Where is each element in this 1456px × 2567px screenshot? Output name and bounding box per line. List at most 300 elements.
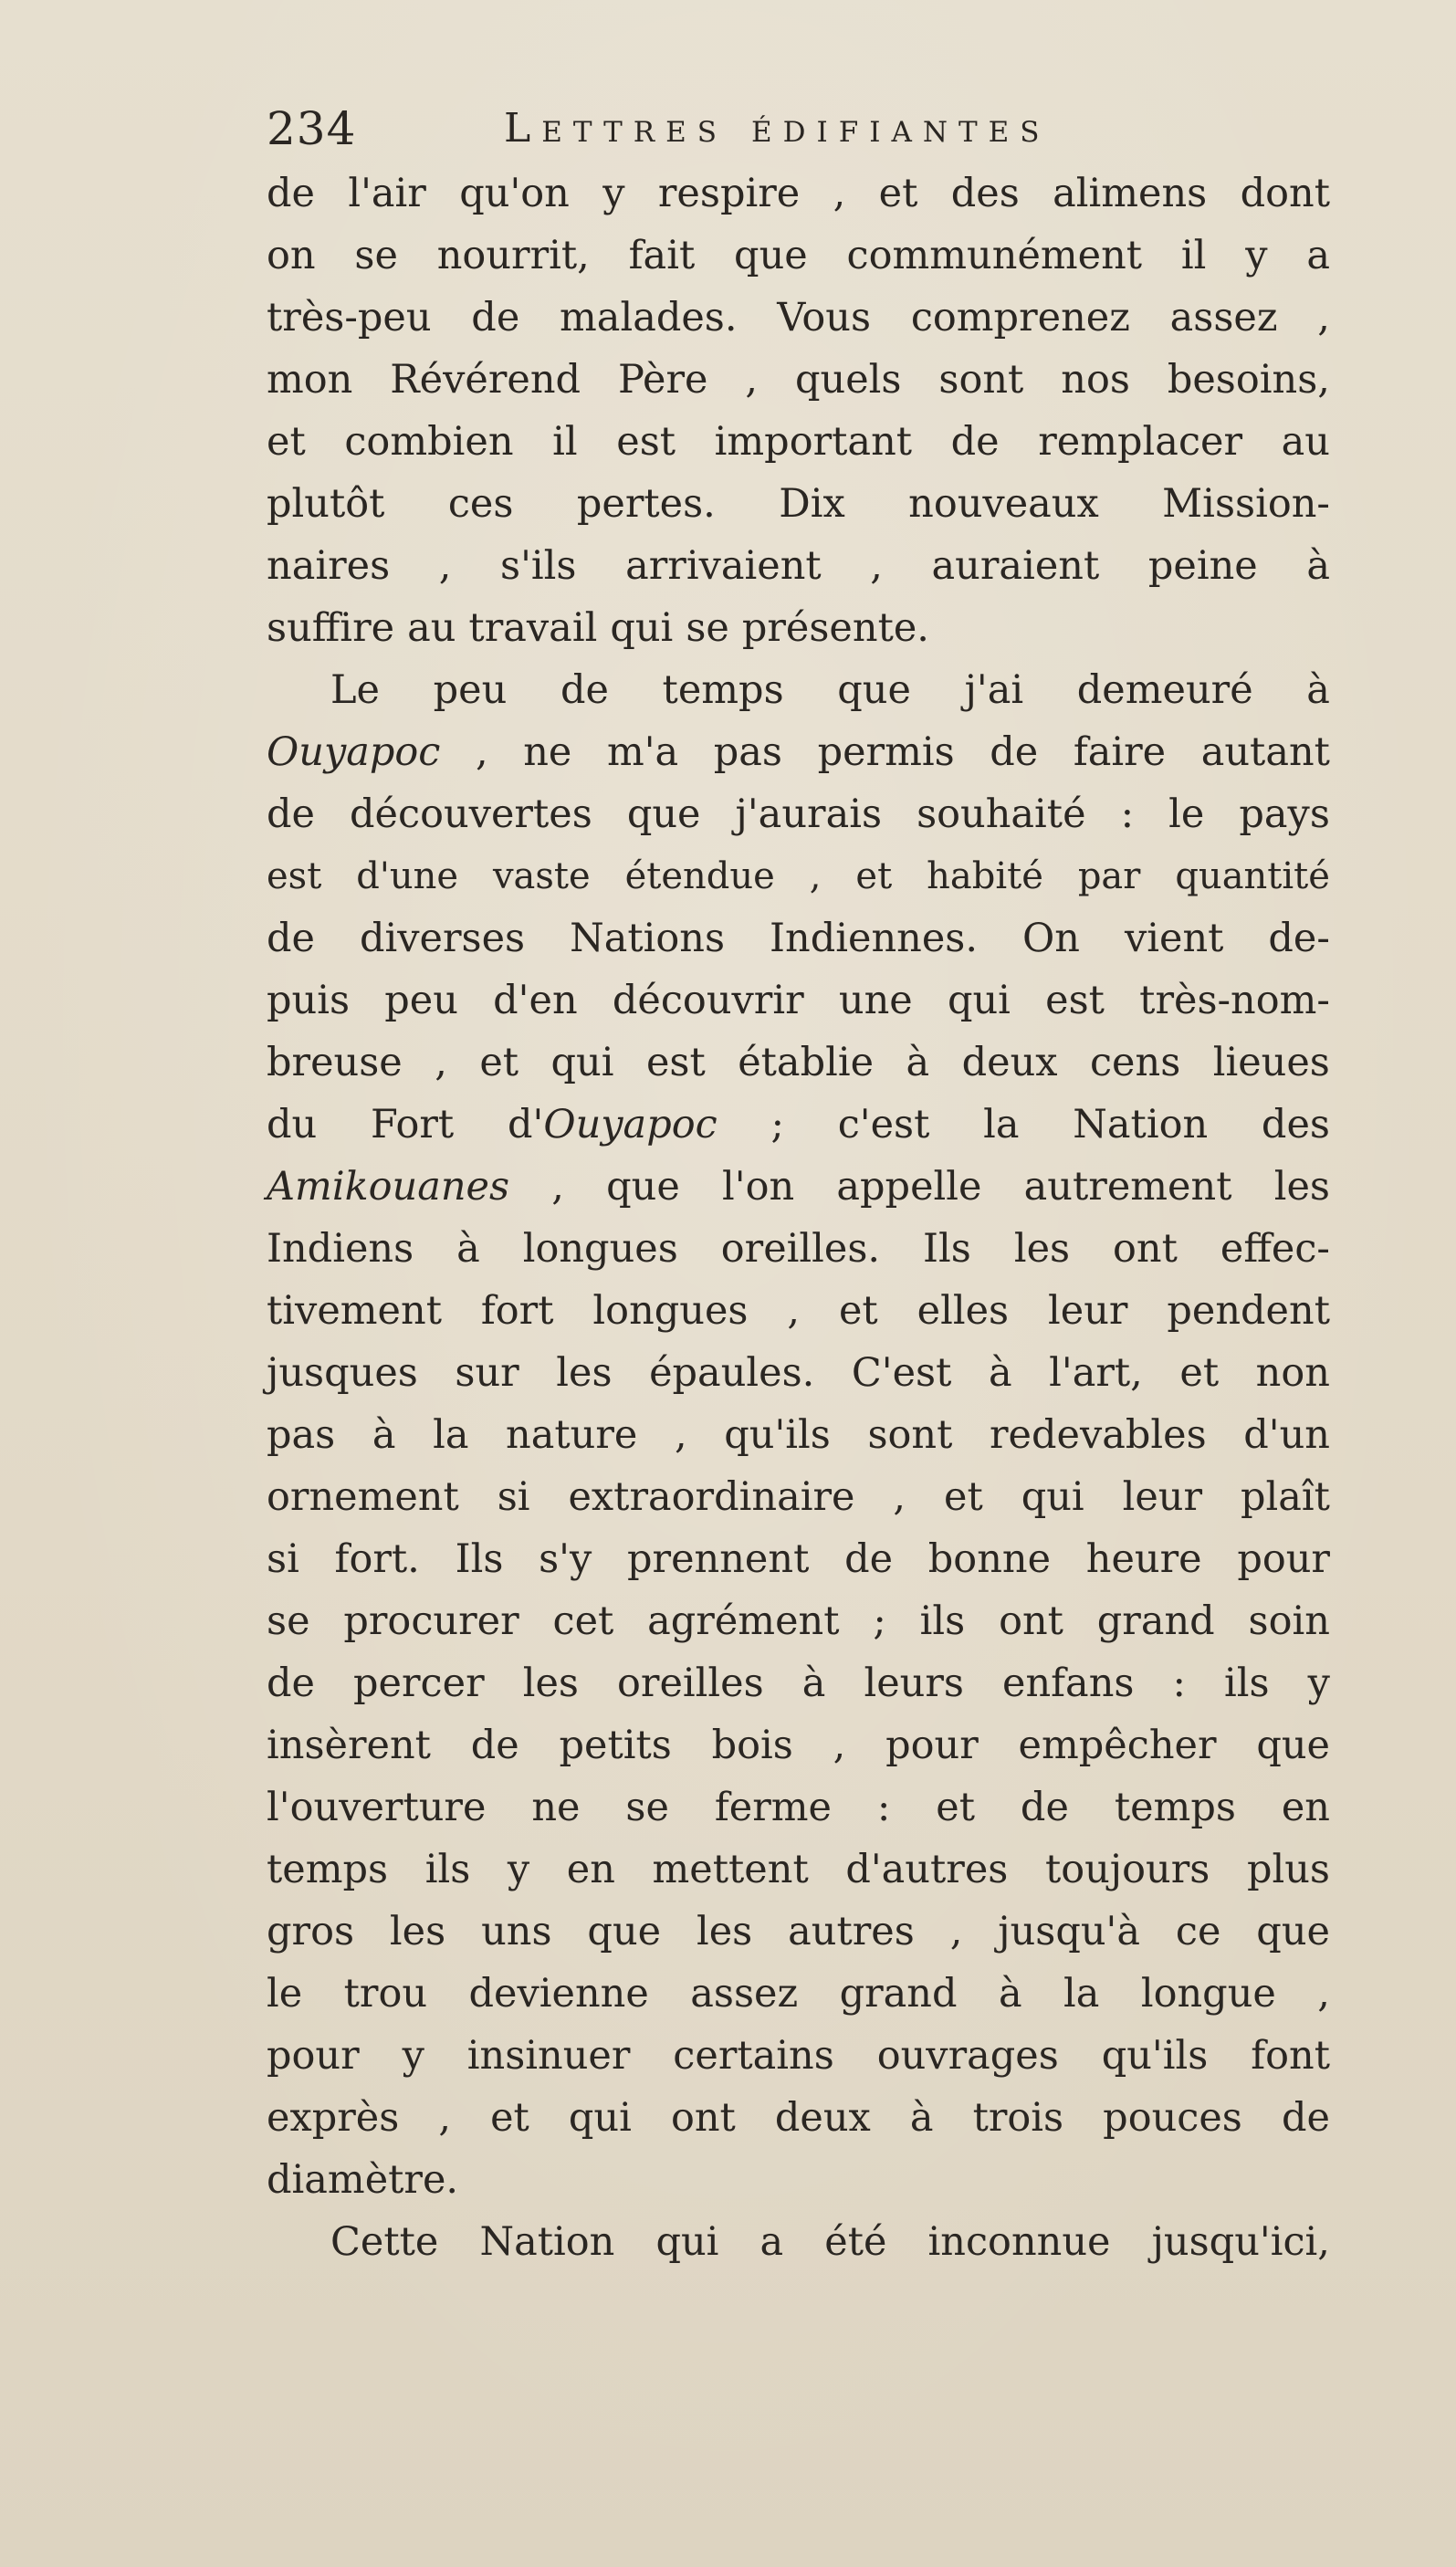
word: de- [1268, 916, 1330, 961]
text-line [267, 845, 1330, 907]
word: devienne [468, 1971, 649, 2017]
word: uns [481, 1909, 552, 1954]
word: la [433, 1412, 469, 1458]
word: empêcher [1018, 1723, 1217, 1768]
word: est [645, 1040, 706, 1085]
word: ils [919, 1598, 966, 1644]
text-line [267, 411, 1330, 473]
text-line [267, 1466, 1330, 1528]
text-line [267, 1280, 1330, 1342]
word: qu'ils [1101, 2033, 1209, 2079]
word: le [267, 1971, 303, 2017]
word: à [1306, 543, 1330, 589]
word: ouvrages [876, 2033, 1059, 2079]
word: plus [1246, 1847, 1330, 1892]
word: ornement [267, 1474, 459, 1520]
word: étendue [624, 855, 775, 897]
word: pas [267, 1412, 336, 1458]
word: de [844, 1536, 894, 1582]
word: plaît [1241, 1474, 1330, 1520]
text-line [267, 907, 1330, 969]
word: peine [1147, 543, 1258, 589]
word: que [587, 1909, 662, 1954]
word: pour [267, 2033, 360, 2079]
word: se [686, 605, 729, 651]
word: , [787, 1288, 801, 1334]
word: ne [523, 729, 572, 775]
word: ne [531, 1785, 581, 1830]
word: à [456, 1226, 480, 1272]
word: elles [917, 1288, 1010, 1334]
word: autant [1200, 729, 1330, 775]
word: On [1022, 916, 1080, 961]
word: petits [559, 1723, 672, 1768]
word: de [267, 791, 315, 837]
word: agrément [647, 1598, 840, 1644]
word: a [1306, 233, 1330, 278]
word: Ouyapoc [267, 729, 441, 775]
word: extraordinaire [568, 1474, 855, 1520]
word: et [944, 1474, 983, 1520]
word: , [674, 1412, 687, 1458]
word: les [1013, 1226, 1071, 1272]
word: à [909, 2095, 934, 2141]
word: par [1077, 855, 1141, 897]
word: nos [1061, 357, 1130, 403]
word: sur [455, 1350, 519, 1396]
word: s'y [539, 1536, 592, 1582]
word: on [267, 233, 316, 278]
word: trois [972, 2095, 1064, 2141]
word: de [470, 1723, 519, 1768]
word: et [936, 1785, 976, 1830]
word: , [475, 729, 488, 775]
word: et [490, 2095, 529, 2141]
word: Dix [779, 481, 845, 527]
word: l'art, [1049, 1350, 1143, 1396]
word: diamètre. [267, 2157, 459, 2203]
word: auraient [931, 543, 1100, 589]
word: , [870, 543, 883, 589]
word: prennent [627, 1536, 810, 1582]
word: de [267, 916, 315, 961]
word: très-peu [267, 295, 432, 341]
word: présente. [741, 605, 929, 651]
word: suffire [267, 605, 395, 651]
word: l'ouverture [267, 1785, 487, 1830]
word: important [714, 419, 913, 465]
word: nourrit, [436, 233, 590, 278]
text-line [267, 1839, 1330, 1901]
word: exprès [267, 2095, 400, 2141]
word: font [1251, 2033, 1330, 2079]
word: alimens [1053, 171, 1208, 216]
word: temps [662, 667, 784, 713]
word: percer [353, 1661, 485, 1706]
word: et [855, 855, 893, 897]
text-line [267, 969, 1330, 1032]
word: quantité [1175, 855, 1330, 897]
word: , [949, 1909, 963, 1954]
word: fait [628, 233, 696, 278]
word: , [438, 543, 452, 589]
word: pendent [1167, 1288, 1330, 1334]
word: : [1172, 1661, 1186, 1706]
word: insèrent [267, 1723, 431, 1768]
word: une [838, 978, 913, 1023]
word: besoins, [1167, 357, 1330, 403]
word: vaste [492, 855, 591, 897]
word: sont [867, 1412, 953, 1458]
word: y [602, 171, 625, 216]
text-line [267, 2087, 1330, 2149]
word: communément [846, 233, 1143, 278]
word: qui [655, 2219, 719, 2265]
word: découvrir [612, 978, 804, 1023]
word: , [438, 2095, 452, 2141]
word: mettent [652, 1847, 809, 1892]
word: y [402, 2033, 424, 2079]
word: qu'ils [724, 1412, 831, 1458]
word: : [876, 1785, 891, 1830]
text-line [267, 1156, 1330, 1218]
word: leur [1122, 1474, 1203, 1520]
word: de [471, 295, 520, 341]
text-line [267, 1963, 1330, 2025]
word: des [950, 171, 1020, 216]
word: grand [839, 1971, 958, 2017]
word: que [606, 1164, 680, 1210]
word: temps [1114, 1785, 1236, 1830]
word: : [1120, 791, 1135, 837]
word: qui [568, 2095, 632, 2141]
word: longues [522, 1226, 678, 1272]
word: d'Ouyapoc [507, 1102, 718, 1147]
word: Père [618, 357, 708, 403]
word: Nations [570, 916, 726, 961]
word: nouveaux [908, 481, 1099, 527]
word: ils [424, 1847, 471, 1892]
word: ces [447, 481, 514, 527]
word: ont [670, 2095, 736, 2141]
text-line [267, 225, 1330, 287]
word: s'ils [500, 543, 577, 589]
text-line [267, 1404, 1330, 1466]
word: en [1281, 1785, 1330, 1830]
word: deux [961, 1040, 1058, 1085]
word: pertes. [576, 481, 716, 527]
word: Le [330, 667, 381, 713]
word: appelle [836, 1164, 982, 1210]
word: , [551, 1164, 564, 1210]
text-line [267, 783, 1330, 845]
word: j'ai [964, 667, 1024, 713]
word: y [1307, 1661, 1330, 1706]
word: lieues [1212, 1040, 1330, 1085]
word: , [893, 1474, 906, 1520]
word: quels [794, 357, 902, 403]
text-line [267, 1094, 1330, 1156]
word: diverses [359, 916, 526, 961]
word: peu [384, 978, 458, 1023]
word: , [833, 1723, 846, 1768]
word: les [1273, 1164, 1330, 1210]
word: qui [947, 978, 1011, 1023]
word: trou [343, 1971, 428, 2017]
word: les [522, 1661, 579, 1706]
word: que [1256, 1909, 1330, 1954]
word: nature [506, 1412, 638, 1458]
text-line [267, 473, 1330, 535]
paragraph-start-line [267, 2211, 1330, 2273]
word: comprenez [910, 295, 1130, 341]
word: qui [550, 1040, 614, 1085]
word: , [1317, 1971, 1330, 2017]
word: à [801, 1661, 826, 1706]
word: il [1180, 233, 1207, 278]
word: longue [1140, 1971, 1276, 2017]
text-line [267, 1342, 1330, 1404]
word: Nation [1073, 1102, 1209, 1147]
word: d'en [493, 978, 578, 1023]
word: pas [713, 729, 782, 775]
word: les [556, 1350, 613, 1396]
word: temps [267, 1847, 389, 1892]
text-line [267, 721, 1330, 783]
word: naires [267, 543, 391, 589]
word: bois [711, 1723, 793, 1768]
word: découvertes [350, 791, 592, 837]
word: que [837, 667, 911, 713]
word: faire [1073, 729, 1167, 775]
word: si [497, 1474, 530, 1520]
word: que [626, 791, 701, 837]
word: et [838, 1288, 878, 1334]
word: et [878, 171, 918, 216]
word: il [552, 419, 578, 465]
text-line [267, 162, 1330, 225]
text-line [267, 1218, 1330, 1280]
text-line [267, 597, 1330, 659]
word: m'a [606, 729, 679, 775]
word: C'est [851, 1350, 952, 1396]
paragraph-start-line [267, 659, 1330, 721]
word: y [1245, 233, 1268, 278]
word: pour [885, 1723, 979, 1768]
word: c'est [837, 1102, 930, 1147]
word: jusques [267, 1350, 418, 1396]
word: de [950, 419, 1000, 465]
word: malades. [560, 295, 738, 341]
word: plutôt [267, 481, 385, 527]
word: d'autres [845, 1847, 1009, 1892]
word: sont [938, 357, 1024, 403]
word: été [824, 2219, 887, 2265]
word: l'on [722, 1164, 795, 1210]
word: , [833, 171, 846, 216]
word: mon [267, 357, 353, 403]
word: toujours [1044, 1847, 1210, 1892]
word: assez [1169, 295, 1278, 341]
word: que [734, 233, 808, 278]
word: à [906, 1040, 930, 1085]
word: effec- [1220, 1226, 1330, 1272]
page-header [267, 97, 1344, 161]
text-line [267, 1776, 1330, 1839]
text-line [267, 535, 1330, 597]
word: Mission- [1162, 481, 1330, 527]
word: cens [1089, 1040, 1181, 1085]
word: qui [1021, 1474, 1084, 1520]
word: des [1261, 1102, 1330, 1147]
word: de [267, 171, 315, 216]
word: Nation [479, 2219, 615, 2265]
word: , [809, 855, 822, 897]
word: établie [738, 1040, 875, 1085]
word: la [983, 1102, 1020, 1147]
word: , [745, 357, 759, 403]
word: ont [1113, 1226, 1178, 1272]
word: redevables [989, 1412, 1207, 1458]
text-line [267, 1652, 1330, 1714]
word: qu'on [459, 171, 570, 216]
word: assez [690, 1971, 799, 2017]
word: , [1317, 295, 1330, 341]
word: deux [774, 2095, 871, 2141]
word: est [1045, 978, 1105, 1023]
word: les [696, 1909, 753, 1954]
body-text [267, 162, 1330, 2273]
word: ferme [714, 1785, 832, 1830]
word: Indiens [267, 1226, 414, 1272]
word: Indiennes. [770, 916, 979, 961]
word: grand [1096, 1598, 1215, 1644]
word: jusqu'ici, [1151, 2219, 1330, 2265]
running-title: Lettres édifiantes [504, 105, 1051, 152]
text-line [267, 1714, 1330, 1776]
word: y [507, 1847, 530, 1892]
word: habité [927, 855, 1043, 897]
word: les [389, 1909, 446, 1954]
word: le [1168, 791, 1205, 837]
text-line [267, 1528, 1330, 1590]
word: inconnue [927, 2219, 1111, 2265]
word: de [990, 729, 1039, 775]
word: épaules. [649, 1350, 815, 1396]
word: de [560, 667, 609, 713]
word: se [267, 1598, 310, 1644]
word: leur [1048, 1288, 1128, 1334]
text-line [267, 1590, 1330, 1652]
word: se [354, 233, 398, 278]
word: de [1281, 2095, 1330, 2141]
word: d'une [356, 855, 459, 897]
word: Ils [923, 1226, 971, 1272]
text-line [267, 287, 1330, 349]
word: vient [1124, 916, 1224, 961]
text-line [267, 1032, 1330, 1094]
word: remplacer [1038, 419, 1243, 465]
word: cet [552, 1598, 614, 1644]
word: du [267, 1102, 318, 1147]
word: demeuré [1076, 667, 1253, 713]
word: longues [592, 1288, 749, 1334]
word: Cette [330, 2219, 439, 2265]
word: jusqu'à [998, 1909, 1141, 1954]
word: pouces [1103, 2095, 1242, 2141]
word: souhaité [917, 791, 1086, 837]
word: à [372, 1412, 396, 1458]
text-line [267, 1901, 1330, 1963]
word: à [988, 1350, 1012, 1396]
word: d'un [1243, 1412, 1330, 1458]
word: fort [480, 1288, 554, 1334]
word: combien [344, 419, 514, 465]
word: travail [468, 605, 598, 651]
word: heure [1085, 1536, 1202, 1582]
word: que [1256, 1723, 1330, 1768]
word: bonne [927, 1536, 1052, 1582]
word: Fort [370, 1102, 455, 1147]
word: Révérend [390, 357, 581, 403]
word: de [1020, 1785, 1069, 1830]
word: a [759, 2219, 784, 2265]
word: puis [267, 978, 351, 1023]
word: peu [433, 667, 508, 713]
text-line [267, 2025, 1330, 2087]
word: soin [1248, 1598, 1330, 1644]
word: gros [267, 1909, 355, 1954]
word: non [1255, 1350, 1330, 1396]
word: ; [770, 1102, 784, 1147]
word: j'aurais [735, 791, 883, 837]
word: si [267, 1536, 299, 1582]
word: fort. [334, 1536, 420, 1582]
word: permis [817, 729, 955, 775]
word: et [479, 1040, 519, 1085]
word: insinuer [466, 2033, 631, 2079]
word: pays [1239, 791, 1330, 837]
word: oreilles [617, 1661, 764, 1706]
text-line [267, 349, 1330, 411]
word: tivement [267, 1288, 442, 1334]
word: ce [1175, 1909, 1221, 1954]
word: au [1281, 419, 1330, 465]
word: autres [788, 1909, 915, 1954]
word: au [407, 605, 456, 651]
word: l'air [348, 171, 426, 216]
word: Vous [777, 295, 872, 341]
word: en [566, 1847, 615, 1892]
word: Ils [455, 1536, 504, 1582]
word: se [625, 1785, 669, 1830]
word: à [998, 1971, 1022, 2017]
word: à [1306, 667, 1330, 713]
word: la [1063, 1971, 1100, 2017]
word: est [267, 855, 322, 897]
word: breuse [267, 1040, 403, 1085]
word: arrivaient [625, 543, 822, 589]
word: , [435, 1040, 447, 1085]
word: autrement [1023, 1164, 1232, 1210]
word: enfans [1002, 1661, 1135, 1706]
word: procurer [343, 1598, 519, 1644]
word: qui [610, 605, 674, 651]
word: pour [1237, 1536, 1330, 1582]
word: très-nom- [1139, 978, 1330, 1023]
word: dont [1240, 171, 1330, 216]
word: oreilles. [720, 1226, 881, 1272]
